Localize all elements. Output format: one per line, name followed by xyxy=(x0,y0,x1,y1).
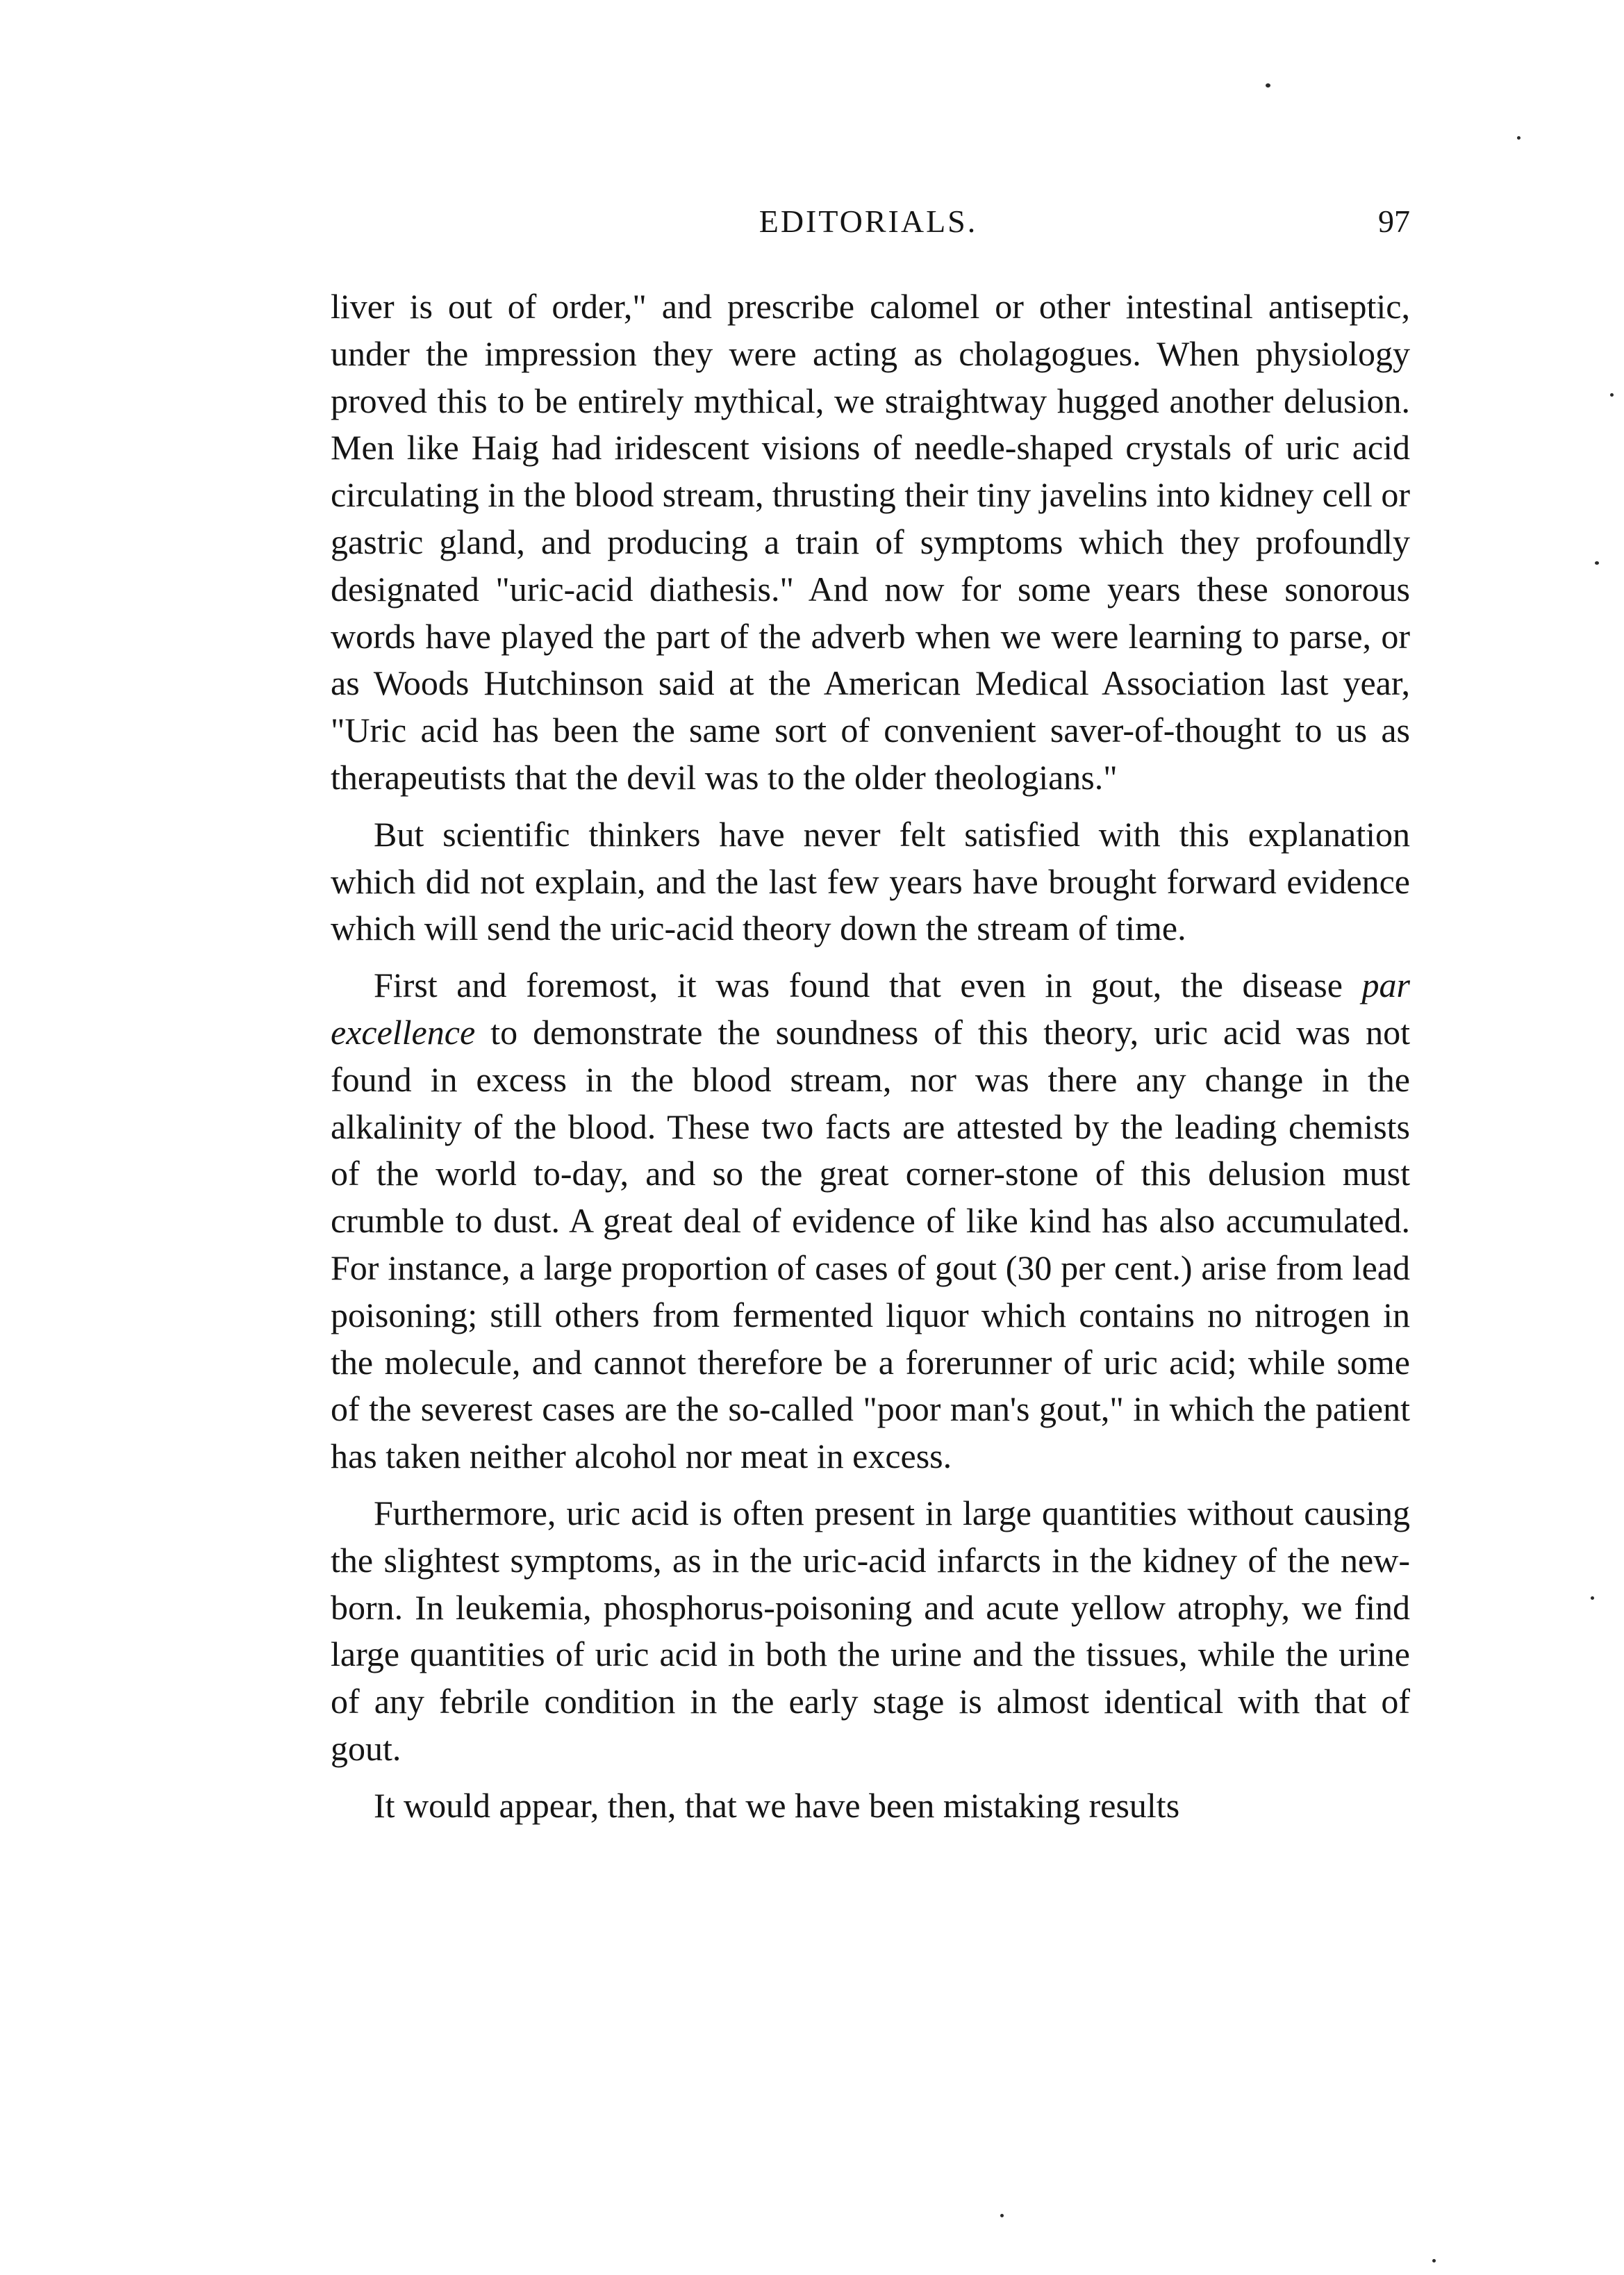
scan-speck xyxy=(1000,2214,1004,2217)
italic-phrase: par excellence xyxy=(331,966,1410,1052)
paragraph-text: to demonstrate the soundness of this theory, uric acid was not found in excess in the blood stream, nor was there any change in the alkalinity of the blood. These two facts are attested by the leading chemists of the world to-day, and so the great corner-stone of this delusion must crumble to dust. A great deal of evidence of like kind has also accumulated. For instance, a large proportion of cases of gout (30 per cent.) arise from lead poisoning; still others from fermented liquor which contains no nitrogen in the molecule, and cannot therefore be a forerunner of uric acid; while some of the severest cases are the so-called "poor man's gout," in which the patient has taken neither alcohol nor meat in excess. xyxy=(331,1012,1410,1476)
page-number: 97 xyxy=(1378,204,1410,239)
paragraph xyxy=(331,962,1410,1480)
scan-speck xyxy=(1266,83,1270,88)
scan-speck xyxy=(1432,2259,1436,2262)
scan-speck xyxy=(1591,1596,1594,1600)
body-text xyxy=(331,283,1410,1830)
scan-speck xyxy=(1517,136,1521,140)
scan-speck xyxy=(1610,393,1614,397)
paragraph-continued: liver is out of order," and prescribe calomel or other intestinal antiseptic, under the impression they were acting as cholagogues. When physiology proved this to be entirely mythical, we straightway hugged another delusion. Men like Haig had iridescent visions of needle-shaped crystals of uric acid circulating in the blood stream, thrusting their tiny javelins into kidney cell or gastric gland, and producing a train of symptoms which they profoundly designated "uric-acid diathesis." And now for some years these sonorous words have played the part of the adverb when we were learning to parse, or as Woods Hutchinson said at the American Medical Association last year, "Uric acid has been the same sort of convenient saver-of-thought to us as therapeutists that the devil was to the older theologians." xyxy=(331,287,1410,797)
running-head xyxy=(326,192,1410,247)
scan-speck xyxy=(1595,561,1599,565)
paragraph: Furthermore, uric acid is often present in large quantities without causing the slightest symptoms, as in the uric-acid infarcts in the kidney of the new-born. In leukemia, phosphorus-poisoning and acute yellow atrophy, we find large quantities of uric acid in both the urine and the tissues, while the urine of any febrile condition in the early stage is almost identical with that of gout. xyxy=(331,1493,1410,1768)
paragraph-continues: It would appear, then, that we have been mistaking results xyxy=(374,1785,1180,1825)
paragraph-text: First and foremost, it was found that even in gout, the disease xyxy=(374,966,1362,1005)
running-title: EDITORIALS. xyxy=(759,204,978,239)
paragraph: But scientific thinkers have never felt satisfied with this explanation which did not explain, and the last few years have brought forward evidence which will send the uric-acid theory down the stream of time. xyxy=(331,814,1410,948)
